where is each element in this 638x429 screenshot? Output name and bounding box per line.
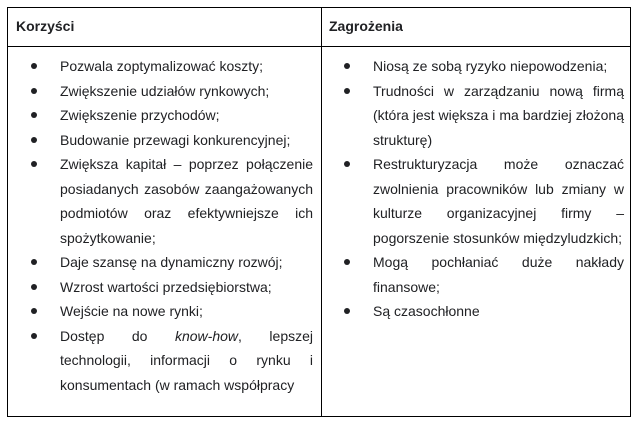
bullet-icon	[31, 284, 37, 290]
header-threats: Zagrożenia	[329, 18, 403, 34]
list-item	[31, 54, 313, 79]
text-segment: Dostęp do	[60, 327, 175, 344]
list-item	[31, 324, 313, 398]
bullet-icon	[31, 88, 37, 94]
list-item	[31, 250, 313, 275]
threat-text: Niosą ze sobą ryzyko niepowodzenia;	[373, 58, 608, 74]
benefit-text: Wejście na nowe rynki;	[60, 303, 203, 319]
threats-list	[344, 54, 624, 324]
table-header-row	[8, 8, 630, 47]
bullet-icon	[31, 308, 37, 314]
list-item	[31, 152, 313, 250]
list-item	[344, 79, 624, 153]
threats-cell	[344, 54, 624, 324]
column-divider	[321, 8, 322, 416]
list-item	[31, 79, 313, 104]
benefit-text: Budowanie przewagi konkurencyjnej;	[60, 131, 291, 148]
benefits-list	[31, 54, 313, 397]
threat-text: Trudności w zarządzaniu nową firmą (która jest większa i ma bardziej złożoną strukturę)	[373, 82, 624, 148]
list-item	[344, 54, 624, 79]
list-item	[344, 250, 624, 299]
italic-term: know-how	[174, 327, 239, 344]
list-item	[344, 299, 624, 324]
benefit-text: Zwiększenie udziałów rynkowych;	[60, 82, 270, 99]
benefit-text: Pozwala zoptymalizować koszty;	[60, 58, 264, 74]
list-item	[31, 128, 313, 153]
bullet-icon	[344, 308, 350, 314]
bullet-icon	[344, 161, 350, 167]
benefits-cell	[31, 54, 313, 397]
bullet-icon	[344, 88, 350, 94]
text-segment: , lepszej technologii, informacji o rynku i konsumentach (w ramach współpracy	[60, 327, 314, 393]
bullet-icon	[31, 333, 37, 339]
benefits-threats-table	[7, 7, 631, 417]
threat-text: Restrukturyzacja może oznaczać zwolnienia pracowników lub zmiany w kulturze organizacyjnej firmy – pogorszenie stosunków międzyludzkich;	[373, 156, 624, 246]
threat-text: Mogą pochłaniać duże nakłady finansowe;	[373, 254, 624, 295]
benefit-text: Zwiększa kapitał – poprzez połączenie posiadanych zasobów zaangażowanych podmiotów oraz efektywniejsze ich spożytkowanie;	[60, 156, 313, 246]
bullet-icon	[31, 259, 37, 265]
bullet-icon	[31, 161, 37, 167]
list-item	[344, 152, 624, 250]
bullet-icon	[31, 137, 37, 143]
benefit-text: Zwiększenie przychodów;	[60, 107, 220, 123]
benefit-text: Wzrost wartości przedsiębiorstwa;	[60, 278, 272, 295]
list-item	[31, 275, 313, 300]
bullet-icon	[31, 63, 37, 69]
bullet-icon	[344, 63, 350, 69]
header-benefits: Korzyści	[16, 18, 75, 34]
bullet-icon	[344, 259, 350, 265]
bullet-icon	[31, 112, 37, 118]
benefit-text-know-how	[60, 328, 313, 393]
benefit-text: Daje szansę na dynamiczny rozwój;	[60, 254, 283, 270]
list-item	[31, 299, 313, 324]
threat-text: Są czasochłonne	[373, 303, 480, 319]
list-item	[31, 103, 313, 128]
